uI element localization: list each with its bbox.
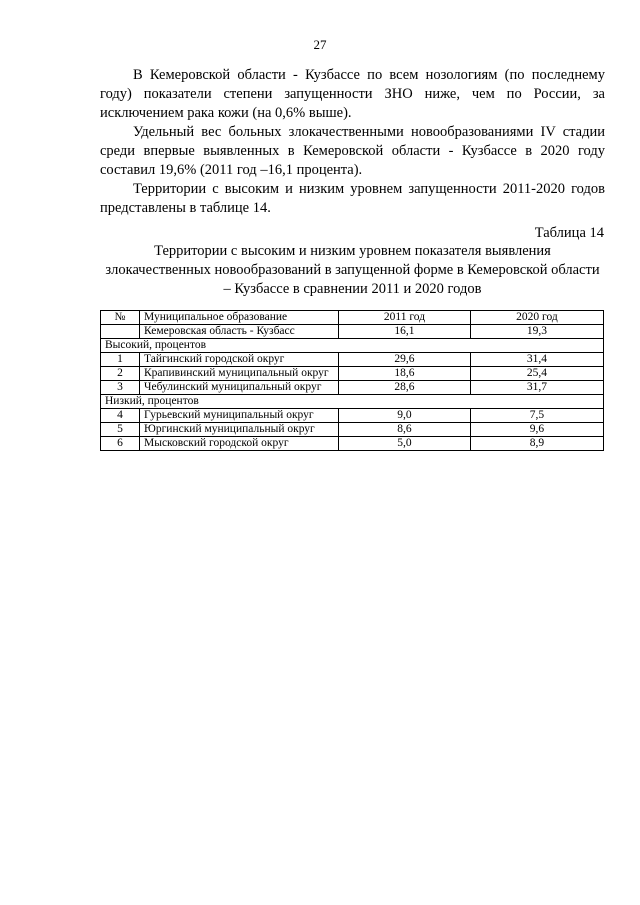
table-cell: 25,4 xyxy=(470,367,603,381)
paragraph: Удельный вес больных злокачественными новообразованиями IV стадии среди впервые выявленных в Кемеровской области - Кузбассе в 2020 году составил 19,6% (2011 год –16,1 процента). xyxy=(100,124,605,178)
paragraph: Территории с высоким и низким уровнем запущенности 2011-2020 годов представлены в таблице 14. xyxy=(100,181,605,216)
table-cell: 16,1 xyxy=(339,325,471,339)
table-cell: 9,6 xyxy=(470,423,603,437)
group-row-high xyxy=(101,339,604,353)
table-cell: 7,5 xyxy=(470,409,603,423)
table-cell: 19,3 xyxy=(470,325,603,339)
paragraph: В Кемеровской области - Кузбассе по всем нозологиям (по последнему году) показатели степени запущенности ЗНО ниже, чем по России, за исключением рака кожи (на 0,6% выше). xyxy=(100,67,605,121)
table-row xyxy=(101,409,604,423)
header-cell-number: № xyxy=(101,311,140,325)
table-cell: 18,6 xyxy=(339,367,471,381)
table-cell: 3 xyxy=(101,381,140,395)
table-cell: Гурьевский муниципальный округ xyxy=(140,409,339,423)
header-cell-municipality: Муниципальное образование xyxy=(140,311,339,325)
table-cell: 5,0 xyxy=(339,437,471,451)
header-cell-2011: 2011 год xyxy=(339,311,471,325)
table-cell: Кемеровская область - Кузбасс xyxy=(140,325,339,339)
table-cell: 4 xyxy=(101,409,140,423)
page-number: 27 xyxy=(313,37,327,52)
table-cell: 2 xyxy=(101,367,140,381)
table-cell: Крапивинский муниципальный округ xyxy=(140,367,339,381)
table-row xyxy=(101,353,604,367)
body-text xyxy=(100,66,605,218)
table-cell: 28,6 xyxy=(339,381,471,395)
header-cell-2020: 2020 год xyxy=(470,311,603,325)
table-cell: 5 xyxy=(101,423,140,437)
table-cell: 9,0 xyxy=(339,409,471,423)
table-title: Территории с высоким и низким уровнем показателя выявления злокачественных новообразований в запущенной форме в Кемеровской области – Кузбассе в сравнении 2011 и 2020 годов xyxy=(105,243,600,297)
table-cell: Юргинский муниципальный округ xyxy=(140,423,339,437)
table-header-row xyxy=(101,311,604,325)
table-label: Таблица 14 xyxy=(534,225,604,241)
table-cell: Чебулинский муниципальный округ xyxy=(140,381,339,395)
table-cell: 31,4 xyxy=(470,353,603,367)
table-cell: 8,6 xyxy=(339,423,471,437)
table-cell: Мысковский городской округ xyxy=(140,437,339,451)
table-row xyxy=(101,381,604,395)
table-cell: 8,9 xyxy=(470,437,603,451)
table-cell: Тайгинский городской округ xyxy=(140,353,339,367)
region-row xyxy=(101,325,604,339)
table-row xyxy=(101,367,604,381)
group-label: Высокий, процентов xyxy=(101,339,604,353)
table-cell: 6 xyxy=(101,437,140,451)
data-table xyxy=(100,310,604,451)
group-label: Низкий, процентов xyxy=(101,395,604,409)
table-cell: 31,7 xyxy=(470,381,603,395)
table-row xyxy=(101,423,604,437)
table-row xyxy=(101,437,604,451)
table-cell: 1 xyxy=(101,353,140,367)
group-row-low xyxy=(101,395,604,409)
table-cell: 29,6 xyxy=(339,353,471,367)
table-cell xyxy=(101,325,140,339)
